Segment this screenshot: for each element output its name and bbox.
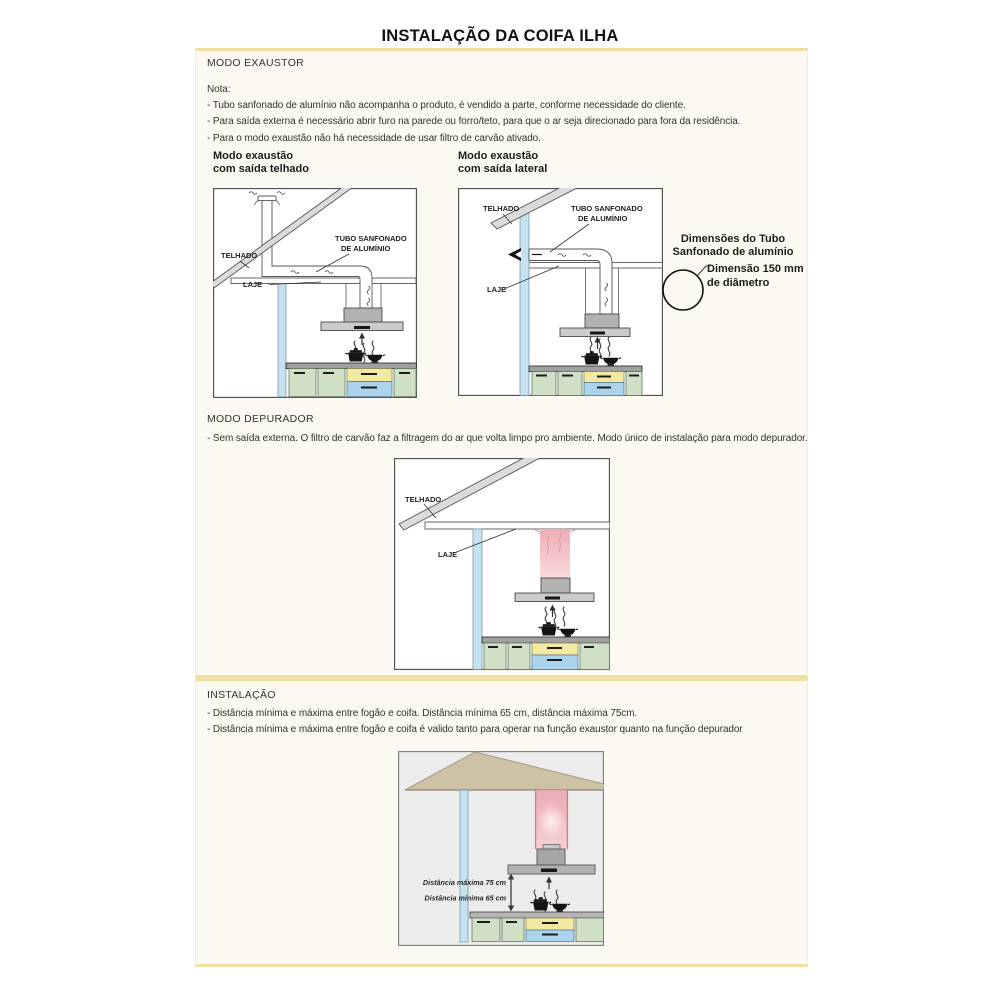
- diagram-depurador-svg: [394, 458, 610, 670]
- label-tubo-1: TUBO SANFONADO: [335, 234, 407, 243]
- label-telhado: TELHADO: [405, 495, 442, 504]
- laje-slab: [425, 522, 610, 529]
- label-tubo-2: DE ALUMÍNIO: [578, 214, 628, 223]
- label-laje: LAJE: [243, 280, 263, 289]
- note-line: - Distância mínima e máxima entre fogão e coifa é valido tanto para operar na função exaustor quanto na função depurador: [207, 724, 743, 736]
- cabinets: [289, 369, 416, 397]
- clean-air-column: [535, 529, 575, 578]
- support-column: [460, 790, 468, 942]
- note-line: - Para saída externa é necessário abrir furo na parede ou forro/teto, para que o ar seja direcionado para fora da residência.: [207, 116, 741, 128]
- label-telhado: TELHADO: [483, 204, 520, 213]
- clean-air-column: [535, 790, 568, 849]
- label-laje: LAJE: [438, 550, 458, 559]
- panel-exaustor: [195, 48, 808, 678]
- depurador-note: - Sem saída externa. O filtro de carvão faz a filtragem do ar que volta limpo pro ambiente. Modo único de instalação para modo depurador.: [207, 433, 808, 444]
- cabinets: [484, 643, 610, 670]
- diagram-distancias-svg: [398, 751, 604, 946]
- countertop: [470, 912, 604, 918]
- support-column: [473, 529, 482, 669]
- tube-dimension-value: Dimensão 150 mm de diâmetro: [707, 263, 804, 289]
- label-distancia-minima: Distância mínima 65 cm: [424, 893, 506, 903]
- wall-column: [520, 212, 529, 395]
- cabinets: [472, 918, 604, 942]
- diagram-exaustao-lateral-svg: [458, 188, 663, 396]
- diagram-title: Modo exaustão com saída telhado: [213, 150, 309, 175]
- depurador-heading: MODO DEPURADOR: [207, 413, 314, 425]
- note-line: - Distância mínima e máxima entre fogão e coifa. Distância mínima 65 cm, distância máxima 75cm.: [207, 708, 638, 719]
- exaustor-notes: [207, 98, 740, 147]
- countertop: [286, 363, 416, 369]
- countertop: [482, 637, 610, 643]
- support-column: [278, 284, 286, 397]
- laje-slab: [529, 263, 662, 269]
- panel-instalacao: [195, 678, 808, 967]
- label-tubo-1: TUBO SANFONADO: [571, 204, 643, 213]
- diagram-exaustao-telhado-svg: [213, 188, 417, 398]
- page-title: INSTALAÇÃO DA COIFA ILHA: [381, 27, 619, 45]
- nota-label: Nota:: [207, 84, 231, 95]
- diagram-title: Modo exaustão com saída lateral: [458, 150, 548, 175]
- diagram-exaustao-telhado: [213, 150, 417, 398]
- countertop: [529, 366, 642, 372]
- note-line: - Para o modo exaustão não há necessidade de usar filtro de carvão ativado.: [207, 132, 541, 144]
- label-laje: LAJE: [487, 285, 507, 294]
- note-line: - Tubo sanfonado de alumínio não acompanha o produto, é vendido a parte, conforme necessidade do cliente.: [207, 100, 686, 111]
- label-telhado: TELHADO: [221, 251, 258, 260]
- instalacao-notes: [207, 706, 743, 739]
- instalacao-heading: INSTALAÇÃO: [207, 689, 276, 701]
- exaustor-heading: MODO EXAUSTOR: [207, 57, 305, 69]
- label-distancia-maxima: Distância máxima 75 cm: [422, 878, 506, 887]
- tube-circle-icon: [648, 255, 712, 315]
- label-tubo-2: DE ALUMÍNIO: [341, 244, 391, 253]
- diagram-exaustao-lateral: [458, 150, 663, 396]
- tube-dimensions-heading: Dimensões do Tubo Sanfonado de alumínio: [672, 233, 794, 258]
